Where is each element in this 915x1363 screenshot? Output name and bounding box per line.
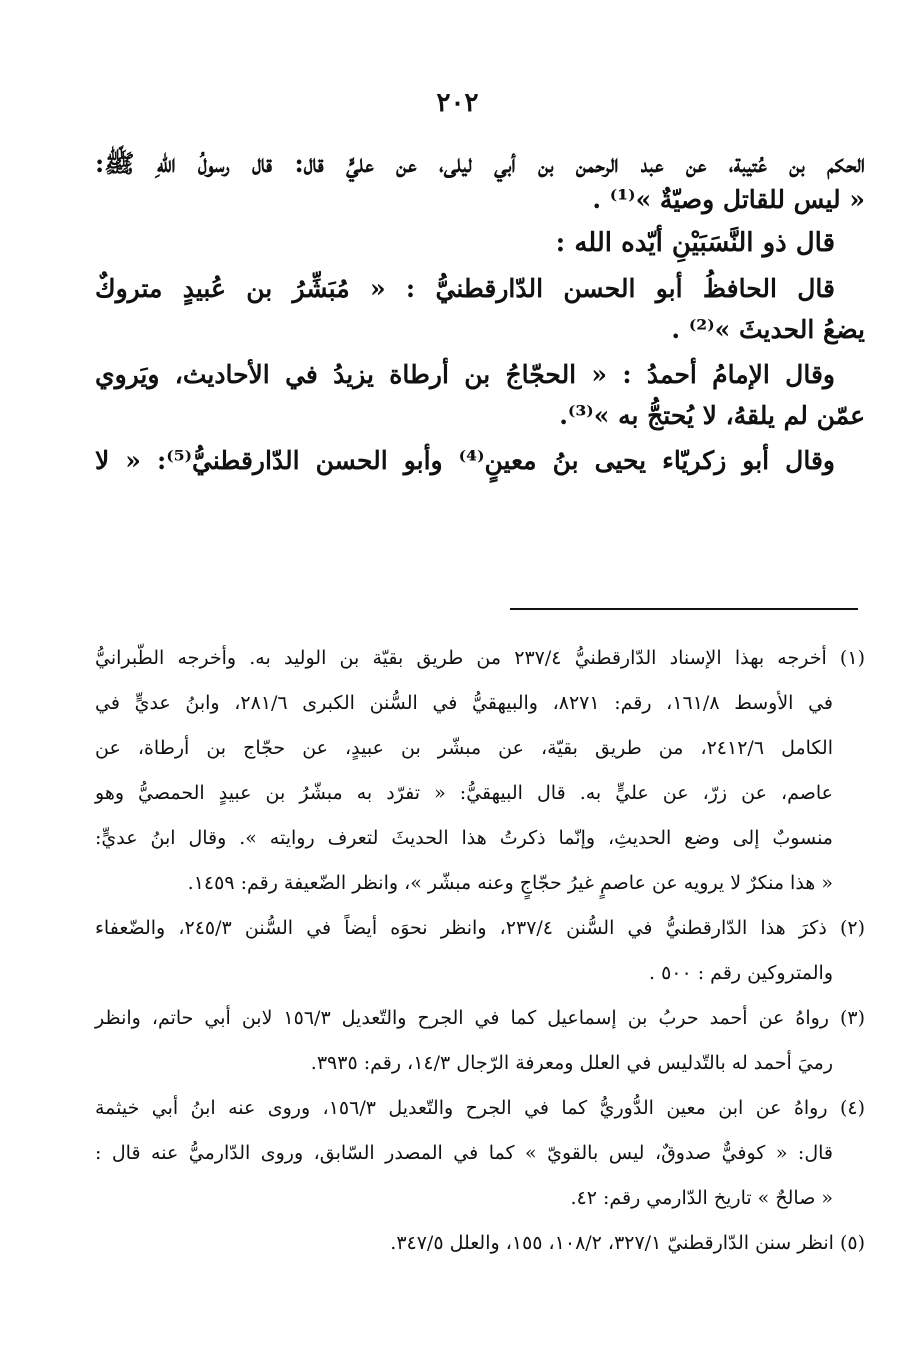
main-text [95, 148, 865, 475]
footnote-line: (٥) انظر سنن الدّارقطنيّ ٣٢٧/١، ١٠٨/٢، ١٥٥، والعلل ٣٤٧/٥. [390, 1232, 865, 1254]
body-line: « ليس للقاتل وصيّةٌ »⁽¹⁾ . [592, 185, 865, 214]
footnote-line: الكامل ٢٤١٢/٦، من طريق بقيّة، عن مبشّر بن عبيدٍ، عن حجّاج بن أرطاة، عن [95, 737, 833, 759]
body-line: عمّن لم يلقهُ، لا يُحتجُّ به »⁽³⁾. [559, 401, 865, 430]
body-line: قال ذو النَّسَبَيْنِ أيّده الله : [555, 228, 835, 258]
footnote-line: (٢) ذكرَ هذا الدّارقطنيُّ في السُّنن ٢٣٧/٤، وانظر نحوَه أيضاً في السُّنن ٢٤٥/٣، والضّعفاء [95, 917, 865, 939]
footnote-line: قال: « كوفيٌّ صدوقٌ، ليس بالقويّ » كما في المصدر السّابق، وروى الدّارميُّ عنه قال : [95, 1142, 833, 1164]
footnote-line: « صالحٌ » تاريخ الدّارمي رقم: ٤٢. [570, 1187, 833, 1209]
footnotes [95, 636, 865, 1266]
page-number: ٢٠٢ [436, 88, 479, 118]
body-line: وقال أبو زكريّاء يحيى بنُ معينٍ⁽⁴⁾ وأبو الحسن الدّارقطنيُّ⁽⁵⁾: « لا [95, 446, 835, 475]
body-line: قال الحافظُ أبو الحسن الدّارقطنيُّ : « مُبَشِّرُ بن عُبيدٍ متروكٌ [95, 274, 835, 303]
footnote-5 [95, 1221, 865, 1266]
footnote-1 [95, 636, 865, 906]
footnote-separator [510, 608, 858, 610]
footnote-line: منسوبٌ إلى وضع الحديثِ، وإنّما ذكرتُ هذا الحديثَ لتعرف روايته ». وقال ابنُ عديٍّ: [95, 827, 833, 849]
body-line: يضعُ الحديثَ »⁽²⁾ . [671, 315, 865, 344]
footnote-line: رميَ أحمد له بالتّدليس في العلل ومعرفة الرّجال ١٤/٣، رقم: ٣٩٣٥. [310, 1052, 833, 1074]
footnote-line: عاصم، عن زرّ، عن عليٍّ به. قال البيهقيُّ: « تفرّد به مبشّرُ بن عبيدٍ الحمصيُّ وهو [95, 782, 833, 804]
footnote-4 [95, 1086, 865, 1221]
footnote-line: (١) أخرجه بهذا الإسناد الدّارقطنيُّ ٢٣٧/٤ من طريق بقيّة بن الوليد به. وأخرجه الطّبرانيُّ [95, 647, 865, 669]
footnote-line: والمتروكين رقم : ٥٠٠ . [648, 962, 833, 984]
body-line: وقال الإمامُ أحمدُ : « الحجّاجُ بن أرطاة يزيدُ في الأحاديث، ويَروي [95, 360, 835, 389]
footnote-line: (٣) رواهُ عن أحمد حربُ بن إسماعيل كما في الجرح والتّعديل ١٥٦/٣ لابن أبي حاتم، وانظر [95, 1007, 866, 1029]
footnote-3 [95, 996, 865, 1086]
footnote-line: « هذا منكرٌ لا يرويه عن عاصمٍ غيرُ حجّاجٍ وعنه مبشّر »، وانظر الضّعيفة رقم: ١٤٥٩. [187, 872, 833, 894]
footnote-line: (٤) رواهُ عن ابن معين الدُّوريُّ كما في الجرح والتّعديل ١٥٦/٣، وروى عنه ابنُ أبي خيثمة [95, 1097, 865, 1119]
footnote-2 [95, 906, 865, 996]
body-line: الحكم بن عُتيبة، عن عبد الرحمن بن أبي ليلى، عن عليٍّ قال: قال رسولُ اللهِ ﷺ: [95, 149, 865, 178]
footnote-line: في الأوسط ١٦١/٨، رقم: ٨٢٧١، والبيهقيُّ في السُّنن الكبرى ٢٨١/٦، وابنُ عديٍّ في [95, 692, 834, 714]
